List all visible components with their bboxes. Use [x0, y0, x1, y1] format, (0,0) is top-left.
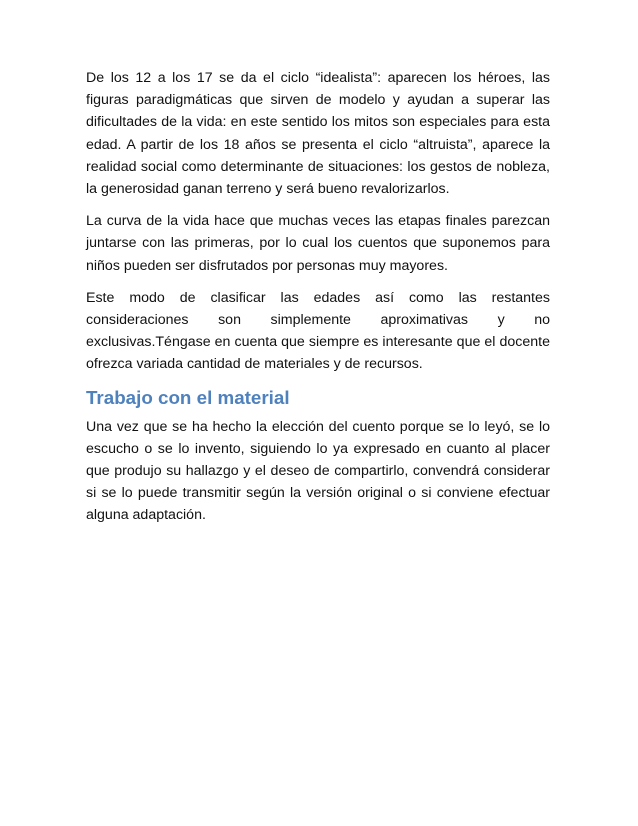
document-page: [86, 67, 550, 537]
paragraph-trabajo-material: Una vez que se ha hecho la elección del cuento porque se lo leyó, se lo escucho o se lo invento, siguiendo lo ya expresado en cuanto al placer que produjo su hallazgo y el deseo de compartirlo, convendrá considerar si se lo puede transmitir según la versión original o si conviene efectuar alguna adaptación.: [86, 418, 550, 524]
paragraph-idealista: De los 12 a los 17 se da el ciclo “idealista”: aparecen los héroes, las figuras paradigmáticas que sirven de modelo y ayudan a superar las dificultades de la vida: en este sentido los mitos son especiales para esta edad. A partir de los 18 años se presenta el ciclo “altruista”, aparece la realidad social como determinante de situaciones: los gestos de nobleza, la generosidad ganan terreno y será bueno revalorizarlos.: [86, 70, 550, 198]
paragraph-curva-vida: La curva de la vida hace que muchas veces las etapas finales parezcan juntarse con las primeras, por lo cual los cuentos que suponemos para niños pueden ser disfrutados por personas muy mayores.: [86, 213, 550, 274]
section-heading: Trabajo con el material: [86, 386, 290, 408]
paragraph-clasificar-edades: Este modo de clasificar las edades así como las restantes consideraciones son simplemente aproximativas y no exclusivas.Téngase en cuenta que siempre es interesante que el docente ofrezca variada cantidad de materiales y de recursos.: [86, 289, 550, 373]
